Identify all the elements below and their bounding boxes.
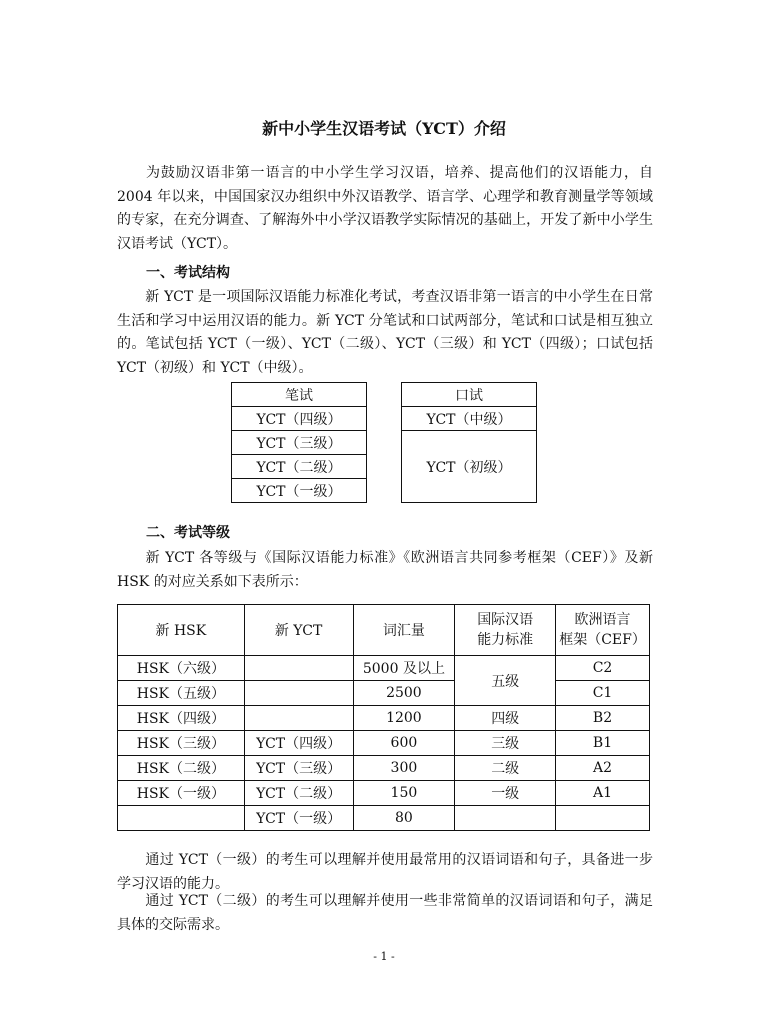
cell-cef: A1 — [556, 781, 650, 806]
table-row — [118, 681, 650, 706]
header-std-line-2: 能力标准 — [477, 632, 534, 648]
cell-hsk: HSK（四级） — [118, 706, 245, 731]
level1-text: 通过 YCT（一级）的考生可以理解并使用最常用的汉语词语和句子，具备进一步学习汉语的能力。 — [117, 852, 653, 892]
cell-hsk — [118, 806, 245, 831]
cell-vocab: 80 — [353, 806, 455, 831]
cell-yct: YCT（四级） — [244, 731, 353, 756]
written-exam-table — [231, 382, 367, 503]
cell-cef: A2 — [556, 756, 650, 781]
cell-yct: YCT（一级） — [244, 806, 353, 831]
cell-yct: YCT（二级） — [244, 781, 353, 806]
section2-heading: 二、考试等级 — [146, 525, 230, 541]
cell-hsk: HSK（二级） — [118, 756, 245, 781]
cell-hsk: HSK（六级） — [118, 656, 245, 681]
header-yct: 新 YCT — [244, 605, 353, 656]
written-level-4: YCT（四级） — [232, 407, 367, 431]
written-level-2: YCT（二级） — [232, 455, 367, 479]
level-table — [117, 604, 650, 831]
section2-paragraph — [117, 547, 653, 594]
header-hsk: 新 HSK — [118, 605, 245, 656]
written-level-1: YCT（一级） — [232, 479, 367, 503]
table-row — [118, 706, 650, 731]
page-number: - 1 - — [373, 950, 395, 963]
header-vocab: 词汇量 — [353, 605, 455, 656]
cell-cef: B2 — [556, 706, 650, 731]
oral-header: 口试 — [402, 383, 537, 407]
cell-std: 一级 — [455, 781, 556, 806]
cell-yct — [244, 706, 353, 731]
written-header: 笔试 — [232, 383, 367, 407]
cell-std: 二级 — [455, 756, 556, 781]
cell-hsk: HSK（五级） — [118, 681, 245, 706]
cell-cef — [556, 806, 650, 831]
header-cef-line-1: 欧洲语言 — [574, 612, 631, 628]
cell-hsk: HSK（三级） — [118, 731, 245, 756]
header-std — [455, 605, 556, 656]
cell-vocab: 5000 及以上 — [353, 656, 455, 681]
cell-vocab: 300 — [353, 756, 455, 781]
cell-cef: C1 — [556, 681, 650, 706]
cell-vocab: 150 — [353, 781, 455, 806]
table-row — [118, 731, 650, 756]
cell-std — [455, 806, 556, 831]
cell-yct — [244, 656, 353, 681]
document-title: 新中小学生汉语考试（YCT）介绍 — [262, 119, 506, 138]
cell-vocab: 1200 — [353, 706, 455, 731]
level2-description — [117, 890, 653, 937]
level1-description — [117, 849, 653, 896]
cell-hsk: HSK（一级） — [118, 781, 245, 806]
section1-text: 新 YCT 是一项国际汉语能力标准化考试，考查汉语非第一语言的中小学生在日常生活和学习中运用汉语的能力。新 YCT 分笔试和口试两部分，笔试和口试是相互独立的。笔试包括 YCT（一级）、YCT（二级）、YCT（三级）和 YCT（四级）；口试包括 YCT（初级）和 YCT（中级）。 — [117, 289, 653, 376]
section2-text: 新 YCT 各等级与《国际汉语能力标准》《欧洲语言共同参考框架（CEF）》及新 HSK 的对应关系如下表所示： — [117, 550, 653, 590]
oral-exam-table — [401, 382, 537, 503]
cell-yct: YCT（三级） — [244, 756, 353, 781]
table-row — [118, 656, 650, 681]
cell-cef: C2 — [556, 656, 650, 681]
table-row — [118, 806, 650, 831]
cell-vocab: 2500 — [353, 681, 455, 706]
cell-std: 四级 — [455, 706, 556, 731]
cell-cef: B1 — [556, 731, 650, 756]
oral-intermediate: YCT（中级） — [402, 407, 537, 431]
oral-beginner: YCT（初级） — [402, 431, 537, 503]
written-level-3: YCT（三级） — [232, 431, 367, 455]
intro-text: 为鼓励汉语非第一语言的中小学生学习汉语，培养、提高他们的汉语能力，自 2004 年以来，中国国家汉办组织中外汉语教学、语言学、心理学和教育测量学等领域的专家，在充分调查、了解海外中小学汉语教学实际情况的基础上，开发了新中小学生汉语考试（YCT）。 — [117, 165, 653, 252]
cell-vocab: 600 — [353, 731, 455, 756]
table-row — [118, 781, 650, 806]
intro-paragraph — [117, 162, 653, 256]
section1-paragraph — [117, 286, 653, 380]
cell-yct — [244, 681, 353, 706]
header-cef — [556, 605, 650, 656]
cell-std: 五级 — [455, 656, 556, 706]
header-cef-line-2: 框架（CEF） — [559, 632, 646, 648]
level2-text: 通过 YCT（二级）的考生可以理解并使用一些非常简单的汉语词语和句子，满足具体的交际需求。 — [117, 893, 653, 933]
cell-std: 三级 — [455, 731, 556, 756]
header-std-line-1: 国际汉语 — [477, 612, 534, 628]
section1-heading: 一、考试结构 — [146, 265, 230, 281]
table-row — [118, 756, 650, 781]
